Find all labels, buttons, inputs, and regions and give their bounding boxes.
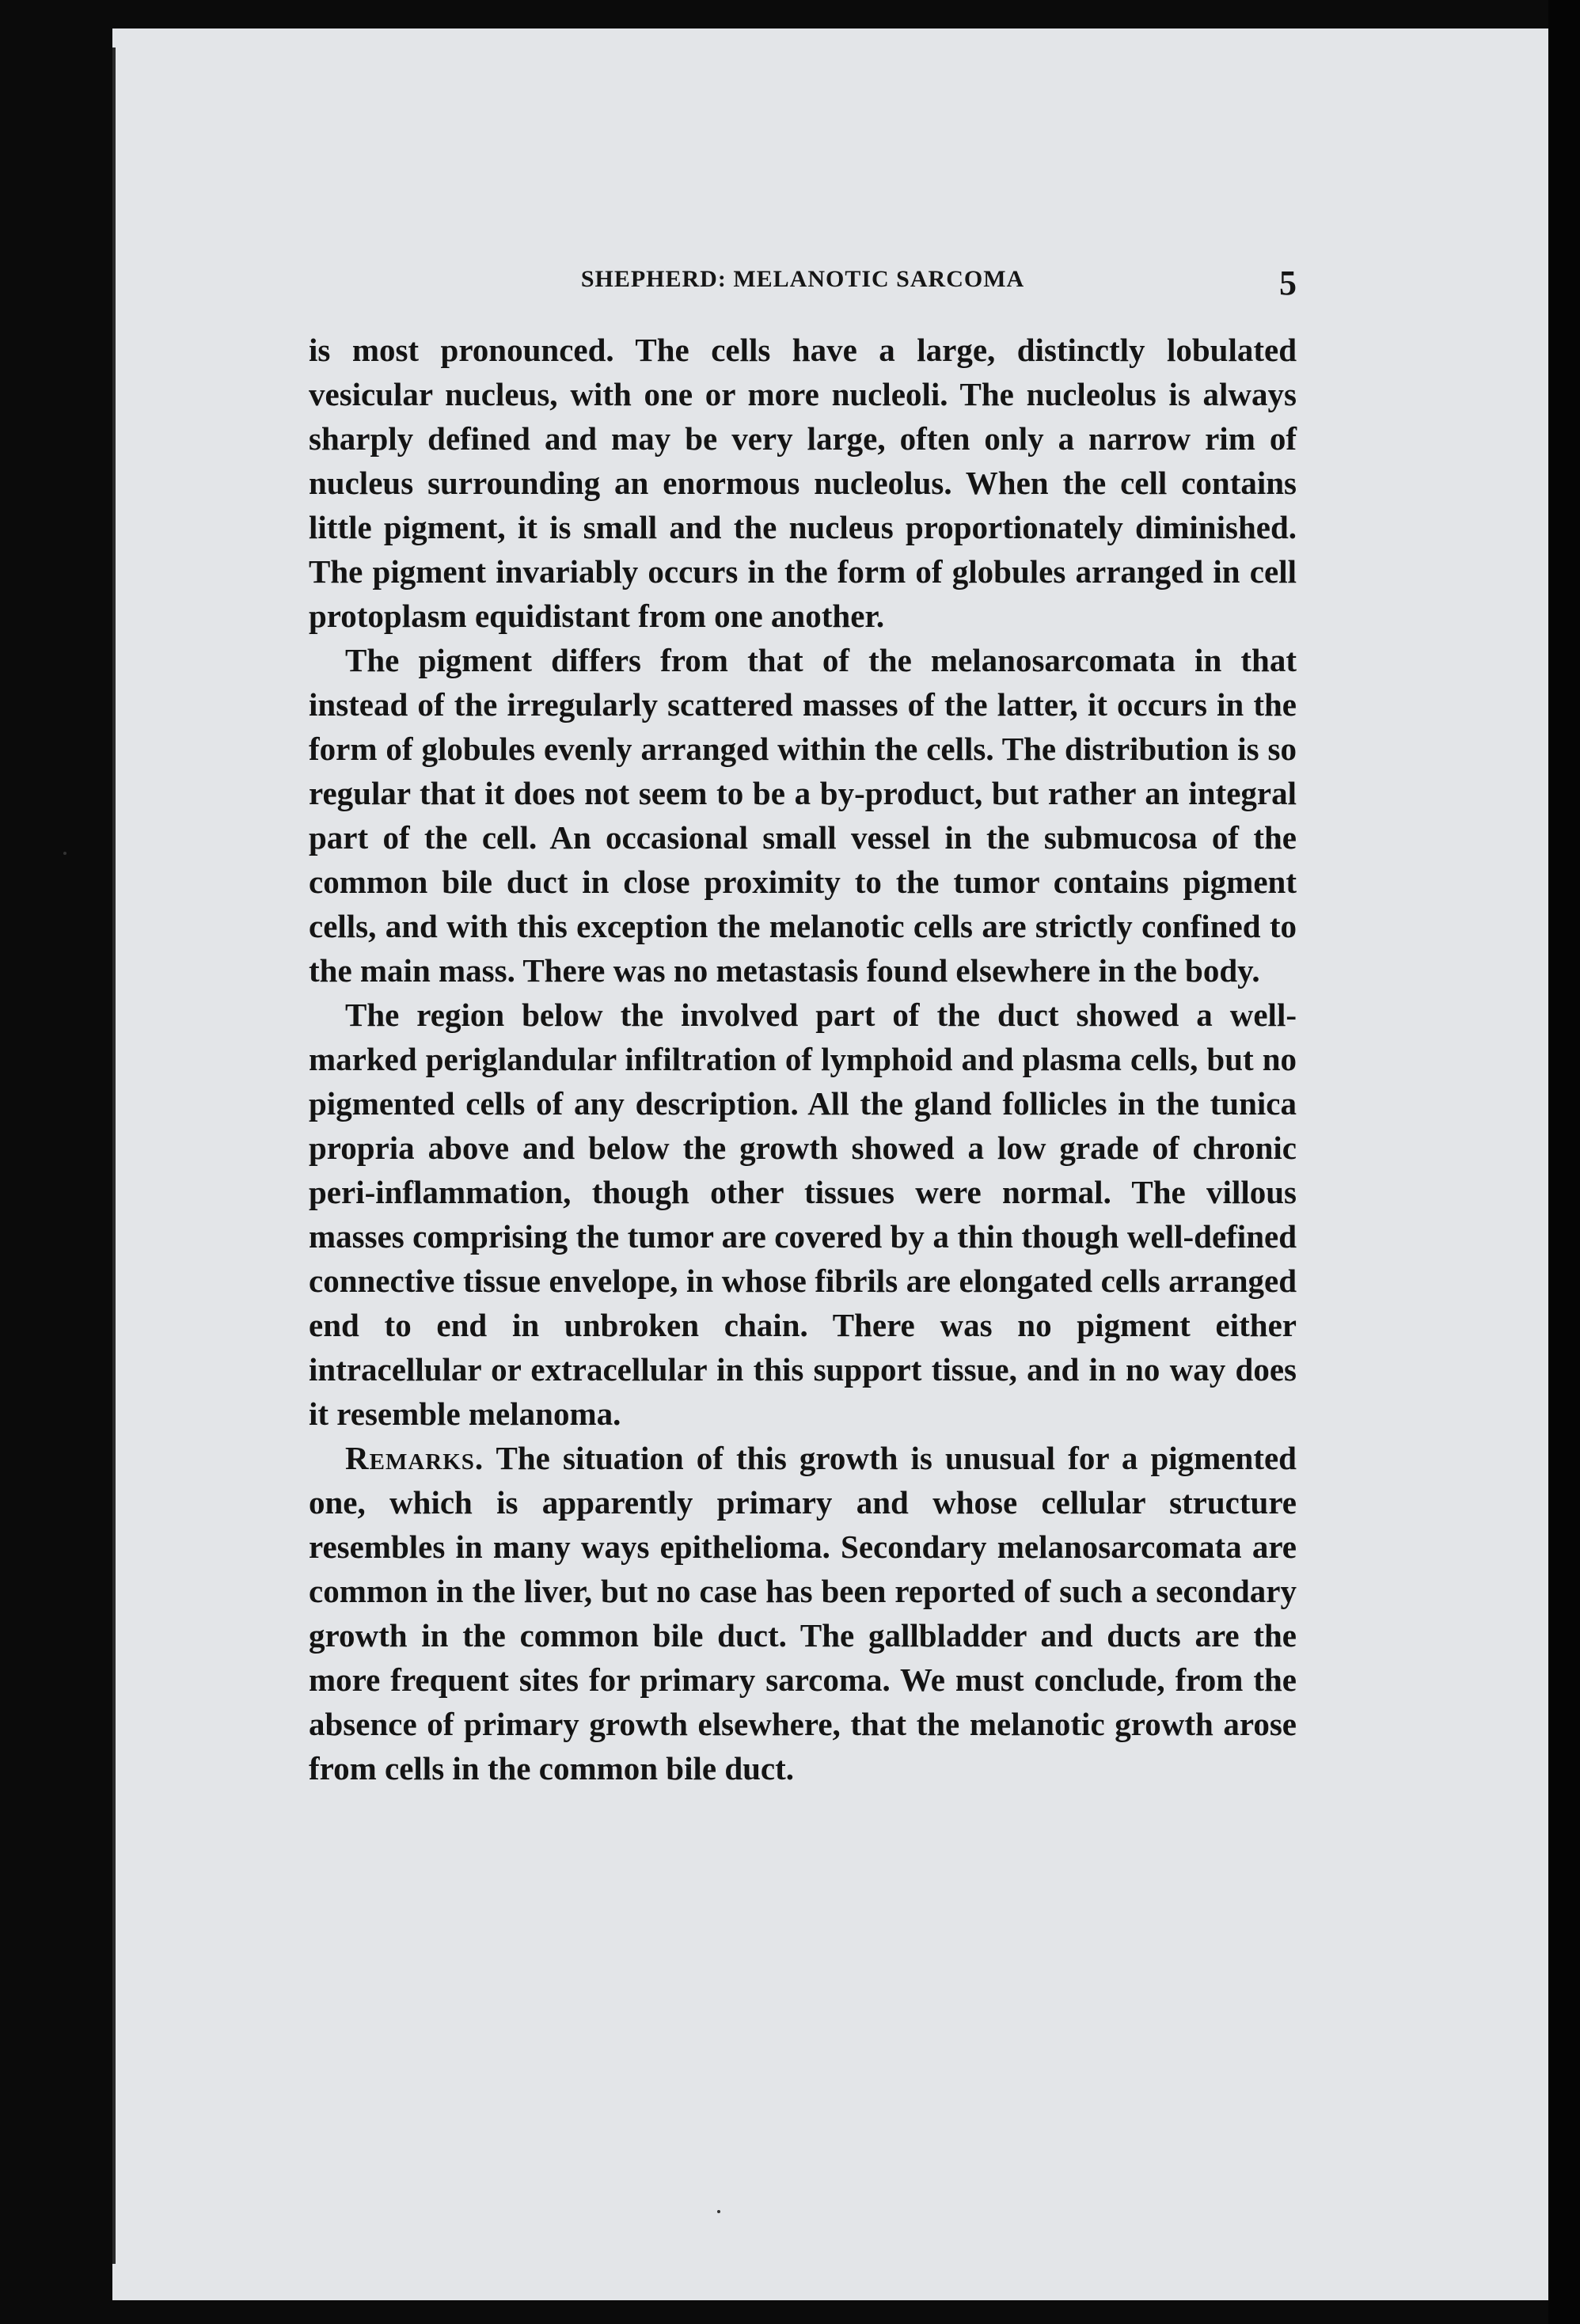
paragraph: The pigment differs from that of the melanosarcomata in that instead of the irregularly scattered masses of the latter, it occurs in the form of globules evenly arranged within the cells. The distribution is so regular that it does not seem to be a by-product, but rather an integral part of the cell. An occasional small vessel in the submucosa of the common bile duct in close proximity to the tumor contains pigment cells, and with this exception the melanotic cells are strictly confined to the main mass. There was no metastasis found elsewhere in the body. (309, 642, 1297, 989)
remarks-text: The situation of this growth is unusual for a pigmented one, which is apparently primary and whose cellular structure resembles in many ways epithelioma. Secondary melanosarcomata are common in the liver, but no case has been reported of such a secondary growth in the common bile duct. The gallbladder and ducts are the more frequent sites for primary sarcoma. We must conclude, from the absence of primary growth elsewhere, that the melanotic growth arose from cells in the common bile duct. (309, 1440, 1297, 1787)
scan-speck (717, 2210, 720, 2213)
paragraph-remarks (309, 1436, 1297, 1790)
page-binding-edge (112, 47, 116, 2264)
paragraph-continued: is most pronounced. The cells have a large, distinctly lobulated vesicular nucleus, with one or more nucleoli. The nucleolus is always sharply defined and may be very large, often only a narrow rim of nucleus surrounding an enormous nucleolus. When the cell contains little pigment, it is small and the nucleus proportionately diminished. The pigment invariably occurs in the form of globules arranged in cell protoplasm equidistant from one another. (309, 332, 1297, 634)
running-head: SHEPHERD: MELANOTIC SARCOMA (580, 266, 1025, 292)
paragraph: The region below the involved part of the duct showed a well-marked periglandular infiltration of lymphoid and plasma cells, but no pigmented cells of any description. All the gland follicles in the tunica propria above and below the growth showed a low grade of chronic peri-inflammation, though other tissues were normal. The villous masses comprising the tumor are covered by a thin though well-defined connective tissue envelope, in whose fibrils are elongated cells arranged end to end in unbroken chain. There was no pigment either intracellular or extracellular in this support tissue, and in no way does it resemble melanoma. (309, 997, 1297, 1432)
scan-border-right (1548, 0, 1580, 2324)
body-text (309, 328, 1297, 1790)
page-header (309, 266, 1297, 313)
page-number: 5 (1279, 264, 1297, 302)
scan-speck (63, 852, 66, 855)
remarks-label: Remarks. (345, 1440, 484, 1476)
